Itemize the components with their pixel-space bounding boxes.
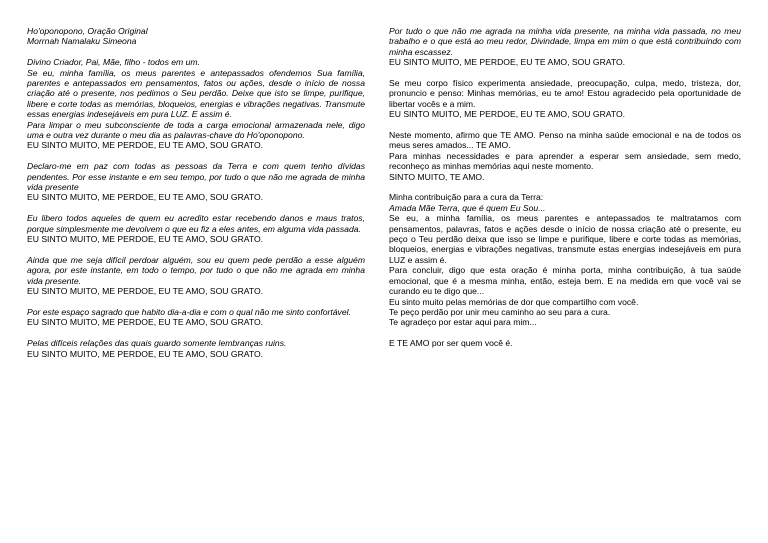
paragraph-text: Por tudo o que não me agrada na minha vida presente, na minha vida passada, no meu trabalho e o que está ao meu redor, Divindade, limpa em mim o que está contribuindo com minha escassez. xyxy=(389,26,741,57)
header-block xyxy=(27,26,365,47)
paragraph-r5 xyxy=(389,338,741,348)
mantra-line: EU SINTO MUITO, ME PERDOE, EU TE AMO, SOU GRATO. xyxy=(389,109,626,120)
paragraph-text: Se eu, a minha família, os meus parentes e antepassados te maltratamos com pensamentos, palavras, fatos e ações desde o início de nossa criação até o presente, eu peço o Teu perdão deixa que isso se limpe e purifique, libere e corte todas as memórias, bloqueios, energias e vibrações negativas, transmute estas energias indesejáveis em pura LUZ e assim é. xyxy=(389,213,741,265)
paragraph-text: Para limpar o meu subconsciente de toda a carga emocional armazenada nele, digo uma e outra vez durante o meu dia as palavras-chave do Ho'oponopono. xyxy=(27,119,365,141)
paragraph-4 xyxy=(27,255,365,297)
paragraph-text: Pelas difíceis relações das quais guardo somente lembranças ruins. xyxy=(27,338,287,349)
paragraph-6 xyxy=(27,338,365,359)
paragraph-2 xyxy=(27,161,365,203)
paragraph-r4 xyxy=(389,192,741,327)
section-heading: Minha contribuição para a cura da Terra: xyxy=(389,192,544,203)
paragraph-text: Para concluir, digo que esta oração é minha porta, minha contribuição, à tua saúde emocional, que é a mesma minha, então, esteja bem. E na medida em que você vai se curando eu te digo que... xyxy=(389,265,741,297)
paragraph-text: Por este espaço sagrado que habito dia-a-dia e com o qual não me sinto confortável. xyxy=(27,306,351,317)
document-title: Ho'oponopono, Oração Original xyxy=(27,26,148,36)
author-name: Morrnah Namalaku Simeona xyxy=(27,36,137,47)
mantra-line: EU SINTO MUITO, ME PERDOE, EU TE AMO, SOU GRATO. xyxy=(27,234,264,245)
mantra-line: SINTO MUITO, TE AMO. xyxy=(389,171,485,182)
paragraph-text: Eu libero todos aqueles de quem eu acredito estar recebendo danos e maus tratos, porque simplesmente me devolvem o que eu fiz a eles antes, em alguma vida passada. xyxy=(27,213,365,234)
right-column xyxy=(389,26,741,359)
closing-line: Te agradeço por estar aqui para mim... xyxy=(389,317,537,328)
paragraph-r2 xyxy=(389,78,741,120)
paragraph-1 xyxy=(27,57,365,151)
mantra-line: EU SINTO MUITO, ME PERDOE, EU TE AMO, SOU GRATO. xyxy=(27,140,264,151)
paragraph-r3 xyxy=(389,130,741,182)
paragraph-r1 xyxy=(389,26,741,68)
paragraph-text: Declaro-me em paz com todas as pessoas da Terra e com quem tenho dívidas pendentes. Por esse instante e em seu tempo, por tudo o que não me agrada de minha vida presente xyxy=(27,161,365,193)
paragraph-text: Se eu, minha família, os meus parentes e antepassados ofendemos Sua família, parentes e antepassados em pensamentos, fatos ou ações, desde o início de nossa criação até o presente, nos pedimos o Seu perdão. Deixe que isto se limpe, purifique, libere e corte todas as memórias, bloqueios, energias e vibrações negativas. Transmute essas energias indesejáveis em pura LUZ. E assim é. xyxy=(27,67,365,120)
paragraph-5 xyxy=(27,307,365,328)
left-column xyxy=(27,26,365,369)
mantra-line: EU SINTO MUITO, ME PERDOE, EU TE AMO, SOU GRATO. xyxy=(27,286,264,297)
mantra-line: EU SINTO MUITO, ME PERDOE, EU TE AMO, SOU GRATO. xyxy=(389,57,626,68)
invocation-line: Divino Criador, Pai, Mãe, filho - todos em um. xyxy=(27,57,200,68)
mantra-line: EU SINTO MUITO, ME PERDOE, EU TE AMO, SOU GRATO. xyxy=(27,317,264,328)
paragraph-text: Para minhas necessidades e para aprender a esperar sem ansiedade, sem medo, reconheço as minhas memórias aqui neste momento. xyxy=(389,150,741,172)
mantra-line: EU SINTO MUITO, ME PERDOE, EU TE AMO, SOU GRATO. xyxy=(27,348,264,359)
paragraph-text: Neste momento, afirmo que TE AMO. Penso na minha saúde emocional e na de todos os meus seres amados... TE AMO. xyxy=(389,130,741,151)
paragraph-text: Se meu corpo físico experimenta ansiedade, preocupação, culpa, medo, tristeza, dor, pronuncio e penso: Minhas memórias, eu te amo! Estou agradecido pela oportunidade de libertar vocês e a mim. xyxy=(389,78,741,109)
paragraph-text: Ainda que me seja difícil perdoar alguém, sou eu quem pede perdão a esse alguém agora, por este instante, em todo o tempo, por tudo o que não me agrada em minha vida presente. xyxy=(27,254,365,286)
paragraph-3 xyxy=(27,213,365,244)
invocation-line: Amada Mãe Terra, que é quem Eu Sou... xyxy=(389,202,546,213)
final-line: E TE AMO por ser quem você é. xyxy=(389,338,513,349)
mantra-line: EU SINTO MUITO, ME PERDOE, EU TE AMO, SOU GRATO. xyxy=(27,192,264,203)
closing-line: Eu sinto muito pelas memórias de dor que compartilho com você. xyxy=(389,296,639,307)
closing-line: Te peço perdão por unir meu caminho ao seu para a cura. xyxy=(389,306,611,317)
